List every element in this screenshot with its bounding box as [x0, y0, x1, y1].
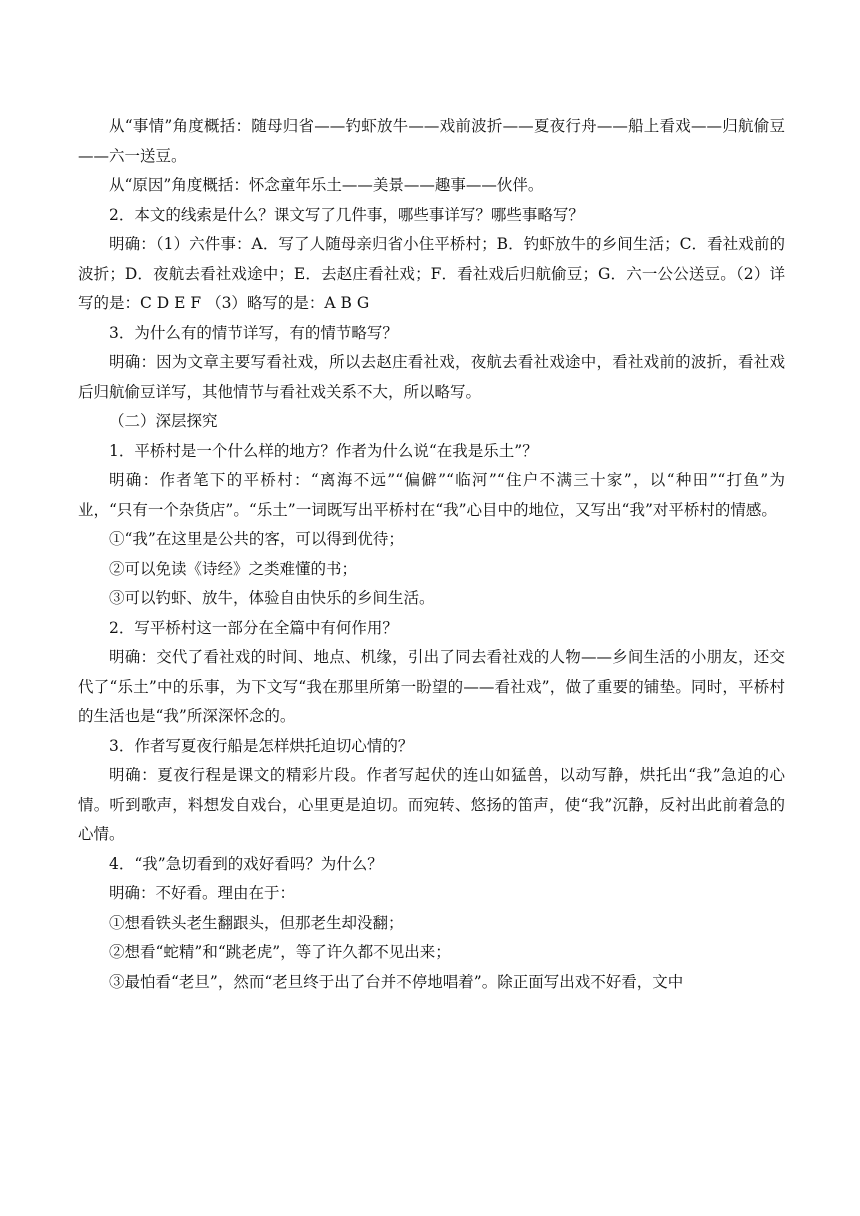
question-2: 2．本文的线索是什么？课文写了几件事，哪些事详写？哪些事略写？: [109, 205, 584, 224]
list-item: ②想看“蛇精”和“跳老虎”，等了许久都不见出来；: [109, 943, 451, 961]
deep-question-4: 4．“我”急切看到的戏好看吗？为什么？: [109, 854, 383, 873]
section-heading-deep-inquiry: （二）深层探究: [109, 412, 218, 430]
list-item: ③最怕看“老旦”，然而“老旦终于出了台并不停地唱着”。除正面写出戏不好看，文中: [109, 972, 684, 991]
list-item: ①想看铁头老生翻跟头，但那老生却没翻；: [109, 913, 404, 932]
question-3: 3．为什么有的情节详写，有的情节略写？: [109, 323, 398, 342]
deep-answer-1: 明确：作者笔下的平桥村：“离海不远”“偏僻”“临河”“住户不满三十家”，以“种田”“打鱼”为业，“只有一个杂货店”。“乐土”一词既写出平桥村在“我”心目中的地位，又写出“我”对平桥村的情感。: [78, 471, 785, 519]
list-item: ①“我”在这里是公共的客，可以得到优待；: [109, 530, 404, 548]
paragraph-summary-events: 从“事情”角度概括：随母归省——钓虾放牛——戏前波折——夏夜行舟——船上看戏——归航偷豆——六一送豆。: [78, 117, 785, 165]
deep-question-2: 2．写平桥村这一部分在全篇中有何作用？: [109, 618, 398, 637]
deep-answer-3: 明确：夏夜行程是课文的精彩片段。作者写起伏的连山如猛兽，以动写静，烘托出“我”急迫的心情。听到歌声，料想发自戏台，心里更是迫切。而宛转、悠扬的笛声，使“我”沉静，反衬出此前着急的心情。: [78, 766, 785, 843]
answer-3: 明确：因为文章主要写看社戏，所以去赵庄看社戏，夜航去看社戏途中，看社戏前的波折，看社戏后归航偷豆详写，其他情节与看社戏关系不大，所以略写。: [78, 353, 785, 401]
deep-answer-4: 明确：不好看。理由在于：: [109, 884, 296, 902]
deep-question-3: 3．作者写夏夜行船是怎样烘托迫切心情的？: [109, 736, 414, 755]
deep-question-1: 1．平桥村是一个什么样的地方？作者为什么说“在我是乐土”？: [109, 441, 538, 460]
list-item: ②可以免读《诗经》之类难懂的书；: [109, 559, 358, 578]
document-body: [78, 112, 785, 997]
deep-answer-2: 明确：交代了看社戏的时间、地点、机缘，引出了同去看社戏的人物——乡间生活的小朋友，还交代了“乐土”中的乐事，为下文写“我在那里所第一盼望的——看社戏”，做了重要的铺垫。同时，平桥村的生活也是“我”所深深怀念的。: [78, 648, 785, 725]
list-item: ③可以钓虾、放牛，体验自由快乐的乡间生活。: [109, 589, 435, 607]
answer-2: 明确：（1）六件事：A．写了人随母亲归省小住平桥村；B．钓虾放牛的乡间生活；C．看社戏前的波折；D．夜航去看社戏途中；E．去赵庄看社戏；F．看社戏后归航偷豆；G．六一公公送豆。（2）详写的是：C D E F （3）略写的是：A B G: [78, 235, 785, 312]
paragraph-summary-reasons: 从“原因”角度概括：怀念童年乐土——美景——趣事——伙伴。: [109, 176, 544, 194]
